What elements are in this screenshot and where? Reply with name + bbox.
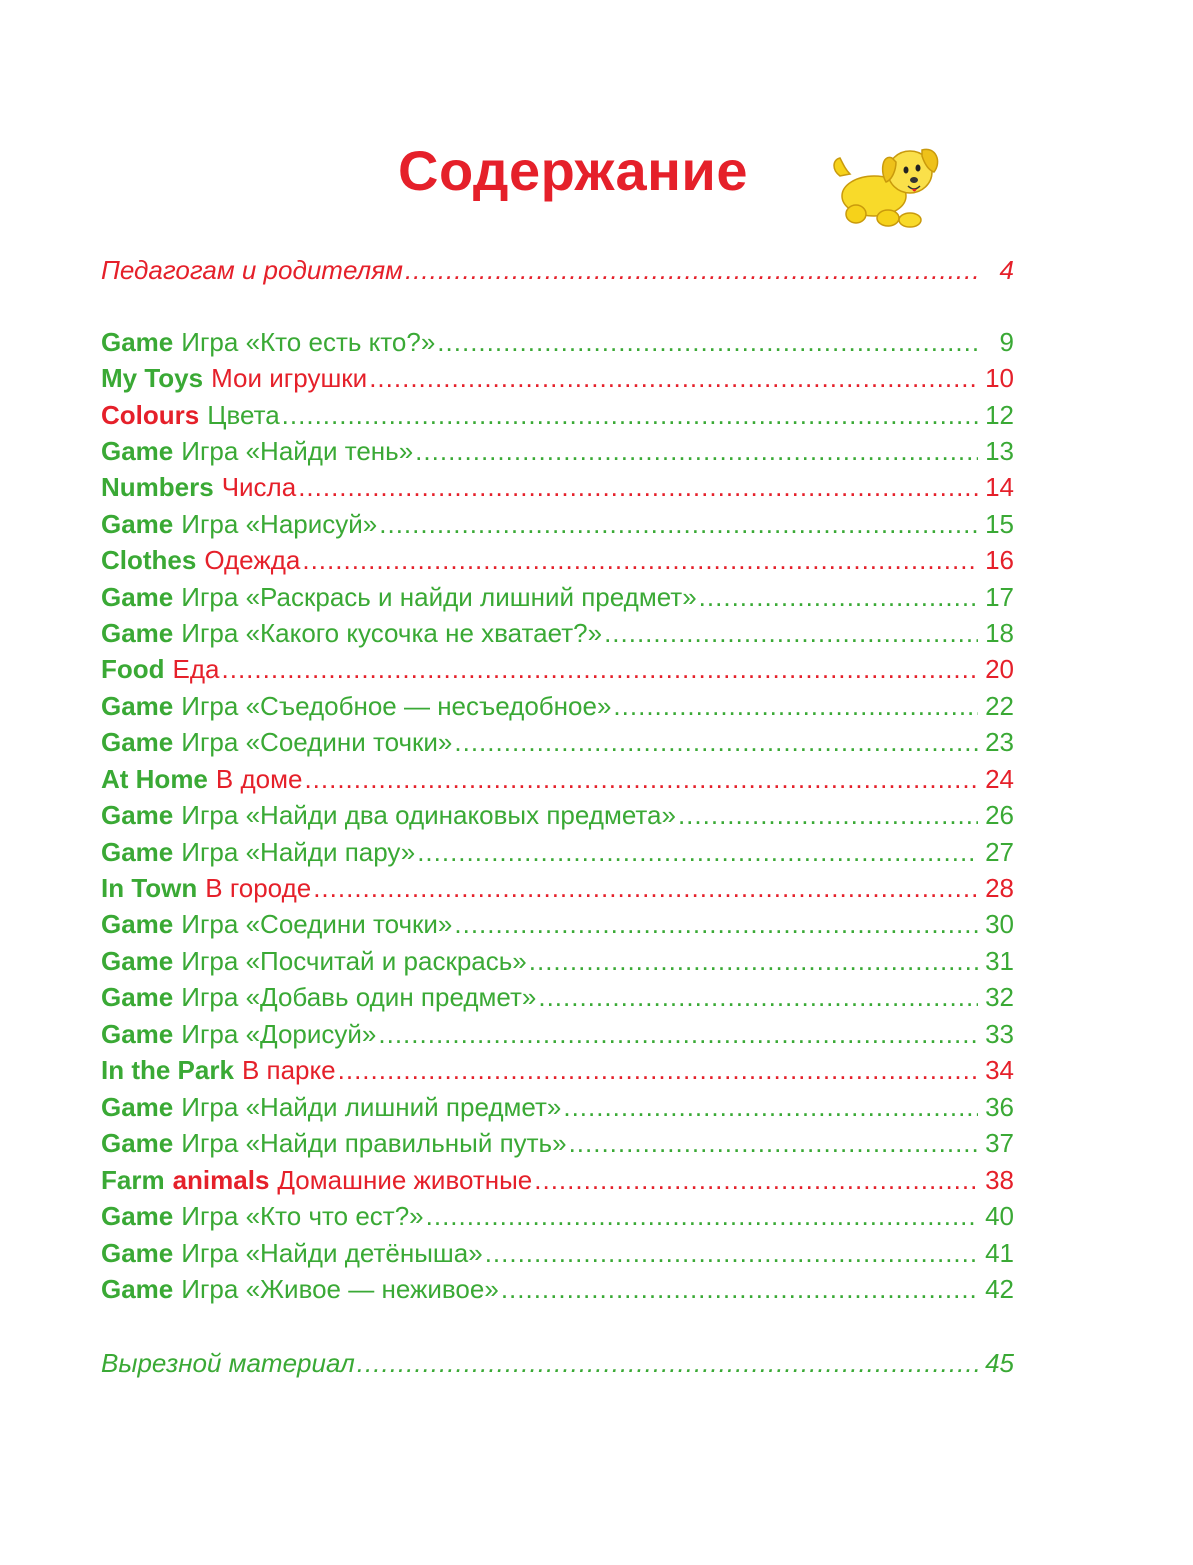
dot-leader [529,944,978,978]
toc-page-number: 41 [985,1238,1014,1268]
toc-russian-title: Домашние животные [277,1165,533,1195]
dot-leader [415,434,978,468]
toc-english-title: Game [101,946,174,976]
toc-english-title: Game [101,1201,174,1231]
toc-english-title: Game [101,800,174,830]
toc-row[interactable] [101,1090,1014,1124]
dot-leader [569,1126,978,1160]
dot-leader [501,1272,978,1306]
dot-leader [357,1346,978,1380]
toc-row[interactable] [101,470,1014,504]
toc-page-number: 26 [985,800,1014,830]
toc-english-title: Game [101,436,174,466]
toc-page-number: 28 [985,873,1014,903]
dot-leader [417,835,978,869]
toc-english-title: Game [101,1128,174,1158]
toc-russian-title: Игра «Раскрась и найди лишний предмет» [181,582,697,612]
dot-leader [405,253,978,287]
toc-row[interactable] [101,907,1014,941]
toc-row[interactable] [101,1053,1014,1087]
toc-english-title: Game [101,327,174,357]
toc-english-title: My Toys [101,363,204,393]
toc-row[interactable] [101,361,1014,395]
toc-english-title: Game [101,909,174,939]
dot-leader [313,871,978,905]
toc-page-number: 10 [985,363,1014,393]
toc-russian-title: Игра «Нарисуй» [181,509,378,539]
toc-russian-title: Еда [172,654,220,684]
toc-english-title: Game [101,1274,174,1304]
toc-page-number: 12 [985,400,1014,430]
toc-row[interactable] [101,1126,1014,1160]
toc-english-title: Game [101,509,174,539]
toc-page-number: 32 [985,982,1014,1012]
dot-leader [304,762,978,796]
toc-russian-title: Игра «Найди лишний предмет» [181,1092,562,1122]
toc-page-number: 4 [999,255,1014,285]
toc-english-title: Game [101,1238,174,1268]
toc-russian-title: Игра «Соедини точки» [181,727,453,757]
toc-row[interactable] [101,1236,1014,1270]
toc-russian-title: Игра «Съедобное — несъедобное» [181,691,612,721]
toc-russian-title: Цвета [207,400,280,430]
toc-english-title: Game [101,691,174,721]
toc-russian-title: Мои игрушки [211,363,368,393]
toc-english-title: In the Park [101,1055,234,1085]
dot-leader [534,1163,978,1197]
toc-russian-title: Игра «Кто есть кто?» [181,327,436,357]
toc-english-title: In Town [101,873,198,903]
dot-leader [378,1017,978,1051]
toc-row[interactable] [101,543,1014,577]
toc-page-number: 16 [985,545,1014,575]
toc-russian-title: В парке [241,1055,336,1085]
toc-english-title: Game [101,618,174,648]
toc-english-title: Game [101,582,174,612]
dot-leader [302,543,978,577]
dot-leader [699,580,978,614]
toc-row[interactable] [101,507,1014,541]
dot-leader [379,507,978,541]
dot-leader [454,725,978,759]
toc-russian-title: Игра «Соедини точки» [181,909,453,939]
toc-row[interactable] [101,434,1014,468]
toc-row[interactable] [101,580,1014,614]
toc-russian-title: Одежда [204,545,301,575]
dot-leader [678,798,978,832]
dot-leader [563,1090,978,1124]
dot-leader [338,1053,978,1087]
toc-russian-title: Игра «Найди детёныша» [181,1238,483,1268]
toc-row[interactable] [101,980,1014,1014]
toc-page-number: 31 [985,946,1014,976]
toc-russian-title: Игра «Найди правильный путь» [181,1128,567,1158]
toc-page-number: 27 [985,837,1014,867]
toc-row[interactable] [101,325,1014,359]
toc-english-title: Game [101,837,174,867]
toc-russian-title: Игра «Добавь один предмет» [181,982,537,1012]
dot-leader [613,689,978,723]
toc-page-number: 14 [985,472,1014,502]
toc-english-title: Farm [101,1165,165,1195]
toc-row[interactable] [101,725,1014,759]
toc-russian-title: Игра «Дорисуй» [181,1019,377,1049]
toc-title: Вырезной материал [101,1348,355,1378]
toc-row-outro[interactable] [101,1346,1014,1380]
toc-page-number: 23 [985,727,1014,757]
toc-row[interactable] [101,1163,1014,1197]
toc-page-number: 38 [985,1165,1014,1195]
yellow-puppy-icon [826,136,944,236]
toc-russian-title: В доме [215,764,303,794]
toc-russian-title: Игра «Кто что ест?» [181,1201,424,1231]
toc-english-title: Clothes [101,545,197,575]
dot-leader [604,616,978,650]
toc-page-number: 40 [985,1201,1014,1231]
toc-russian-title: Игра «Какого кусочка не хватает?» [181,618,603,648]
toc-row[interactable] [101,652,1014,686]
dot-leader [538,980,978,1014]
toc-page-number: 45 [985,1348,1014,1378]
toc-russian-title: Игра «Живое — неживое» [181,1274,499,1304]
toc-english-title: At Home [101,764,208,794]
toc-page-number: 42 [985,1274,1014,1304]
toc-page-number: 22 [985,691,1014,721]
toc-page-number: 36 [985,1092,1014,1122]
dot-leader [437,325,978,359]
toc-russian-title: Игра «Посчитай и раскрась» [181,946,527,976]
toc-english-title-part: animals [172,1165,270,1195]
toc-english-title: Food [101,654,165,684]
dot-leader [369,361,978,395]
toc-row[interactable] [101,762,1014,796]
dot-leader [282,398,978,432]
toc-english-title: Game [101,1092,174,1122]
toc-title: Педагогам и родителям [101,255,403,285]
toc-russian-title: В городе [205,873,312,903]
toc-row[interactable] [101,616,1014,650]
toc-row[interactable] [101,798,1014,832]
toc-page-number: 20 [985,654,1014,684]
toc-russian-title: Игра «Найди пару» [181,837,416,867]
dot-leader [454,907,978,941]
toc-page-number: 34 [985,1055,1014,1085]
dot-leader [298,470,978,504]
toc-english-title: Game [101,1019,174,1049]
toc-row[interactable] [101,1017,1014,1051]
toc-russian-title: Игра «Найди тень» [181,436,414,466]
toc-page-number: 18 [985,618,1014,648]
toc-row[interactable] [101,944,1014,978]
toc-page-number: 24 [985,764,1014,794]
toc-page-number: 17 [985,582,1014,612]
toc-page-number: 9 [999,327,1014,357]
dot-leader [426,1199,978,1233]
toc-english-title: Game [101,727,174,757]
toc-russian-title: Игра «Найди два одинаковых предмета» [181,800,676,830]
toc-row[interactable] [101,1272,1014,1306]
toc-row[interactable] [101,835,1014,869]
toc-russian-title: Числа [221,472,297,502]
toc-english-title: Colours [101,400,200,430]
toc-page-number: 15 [985,509,1014,539]
toc-row[interactable] [101,1199,1014,1233]
toc-row[interactable] [101,398,1014,432]
toc-page-number: 13 [985,436,1014,466]
toc-english-title: Numbers [101,472,214,502]
toc-row[interactable] [101,689,1014,723]
toc-page-number: 33 [985,1019,1014,1049]
page-title: Содержание [398,139,748,202]
toc-page-number: 37 [985,1128,1014,1158]
toc-row[interactable] [101,871,1014,905]
toc-row-intro[interactable] [101,253,1014,287]
dot-leader [222,652,978,686]
toc-english-title: Game [101,982,174,1012]
dot-leader [485,1236,978,1270]
toc-page-number: 30 [985,909,1014,939]
